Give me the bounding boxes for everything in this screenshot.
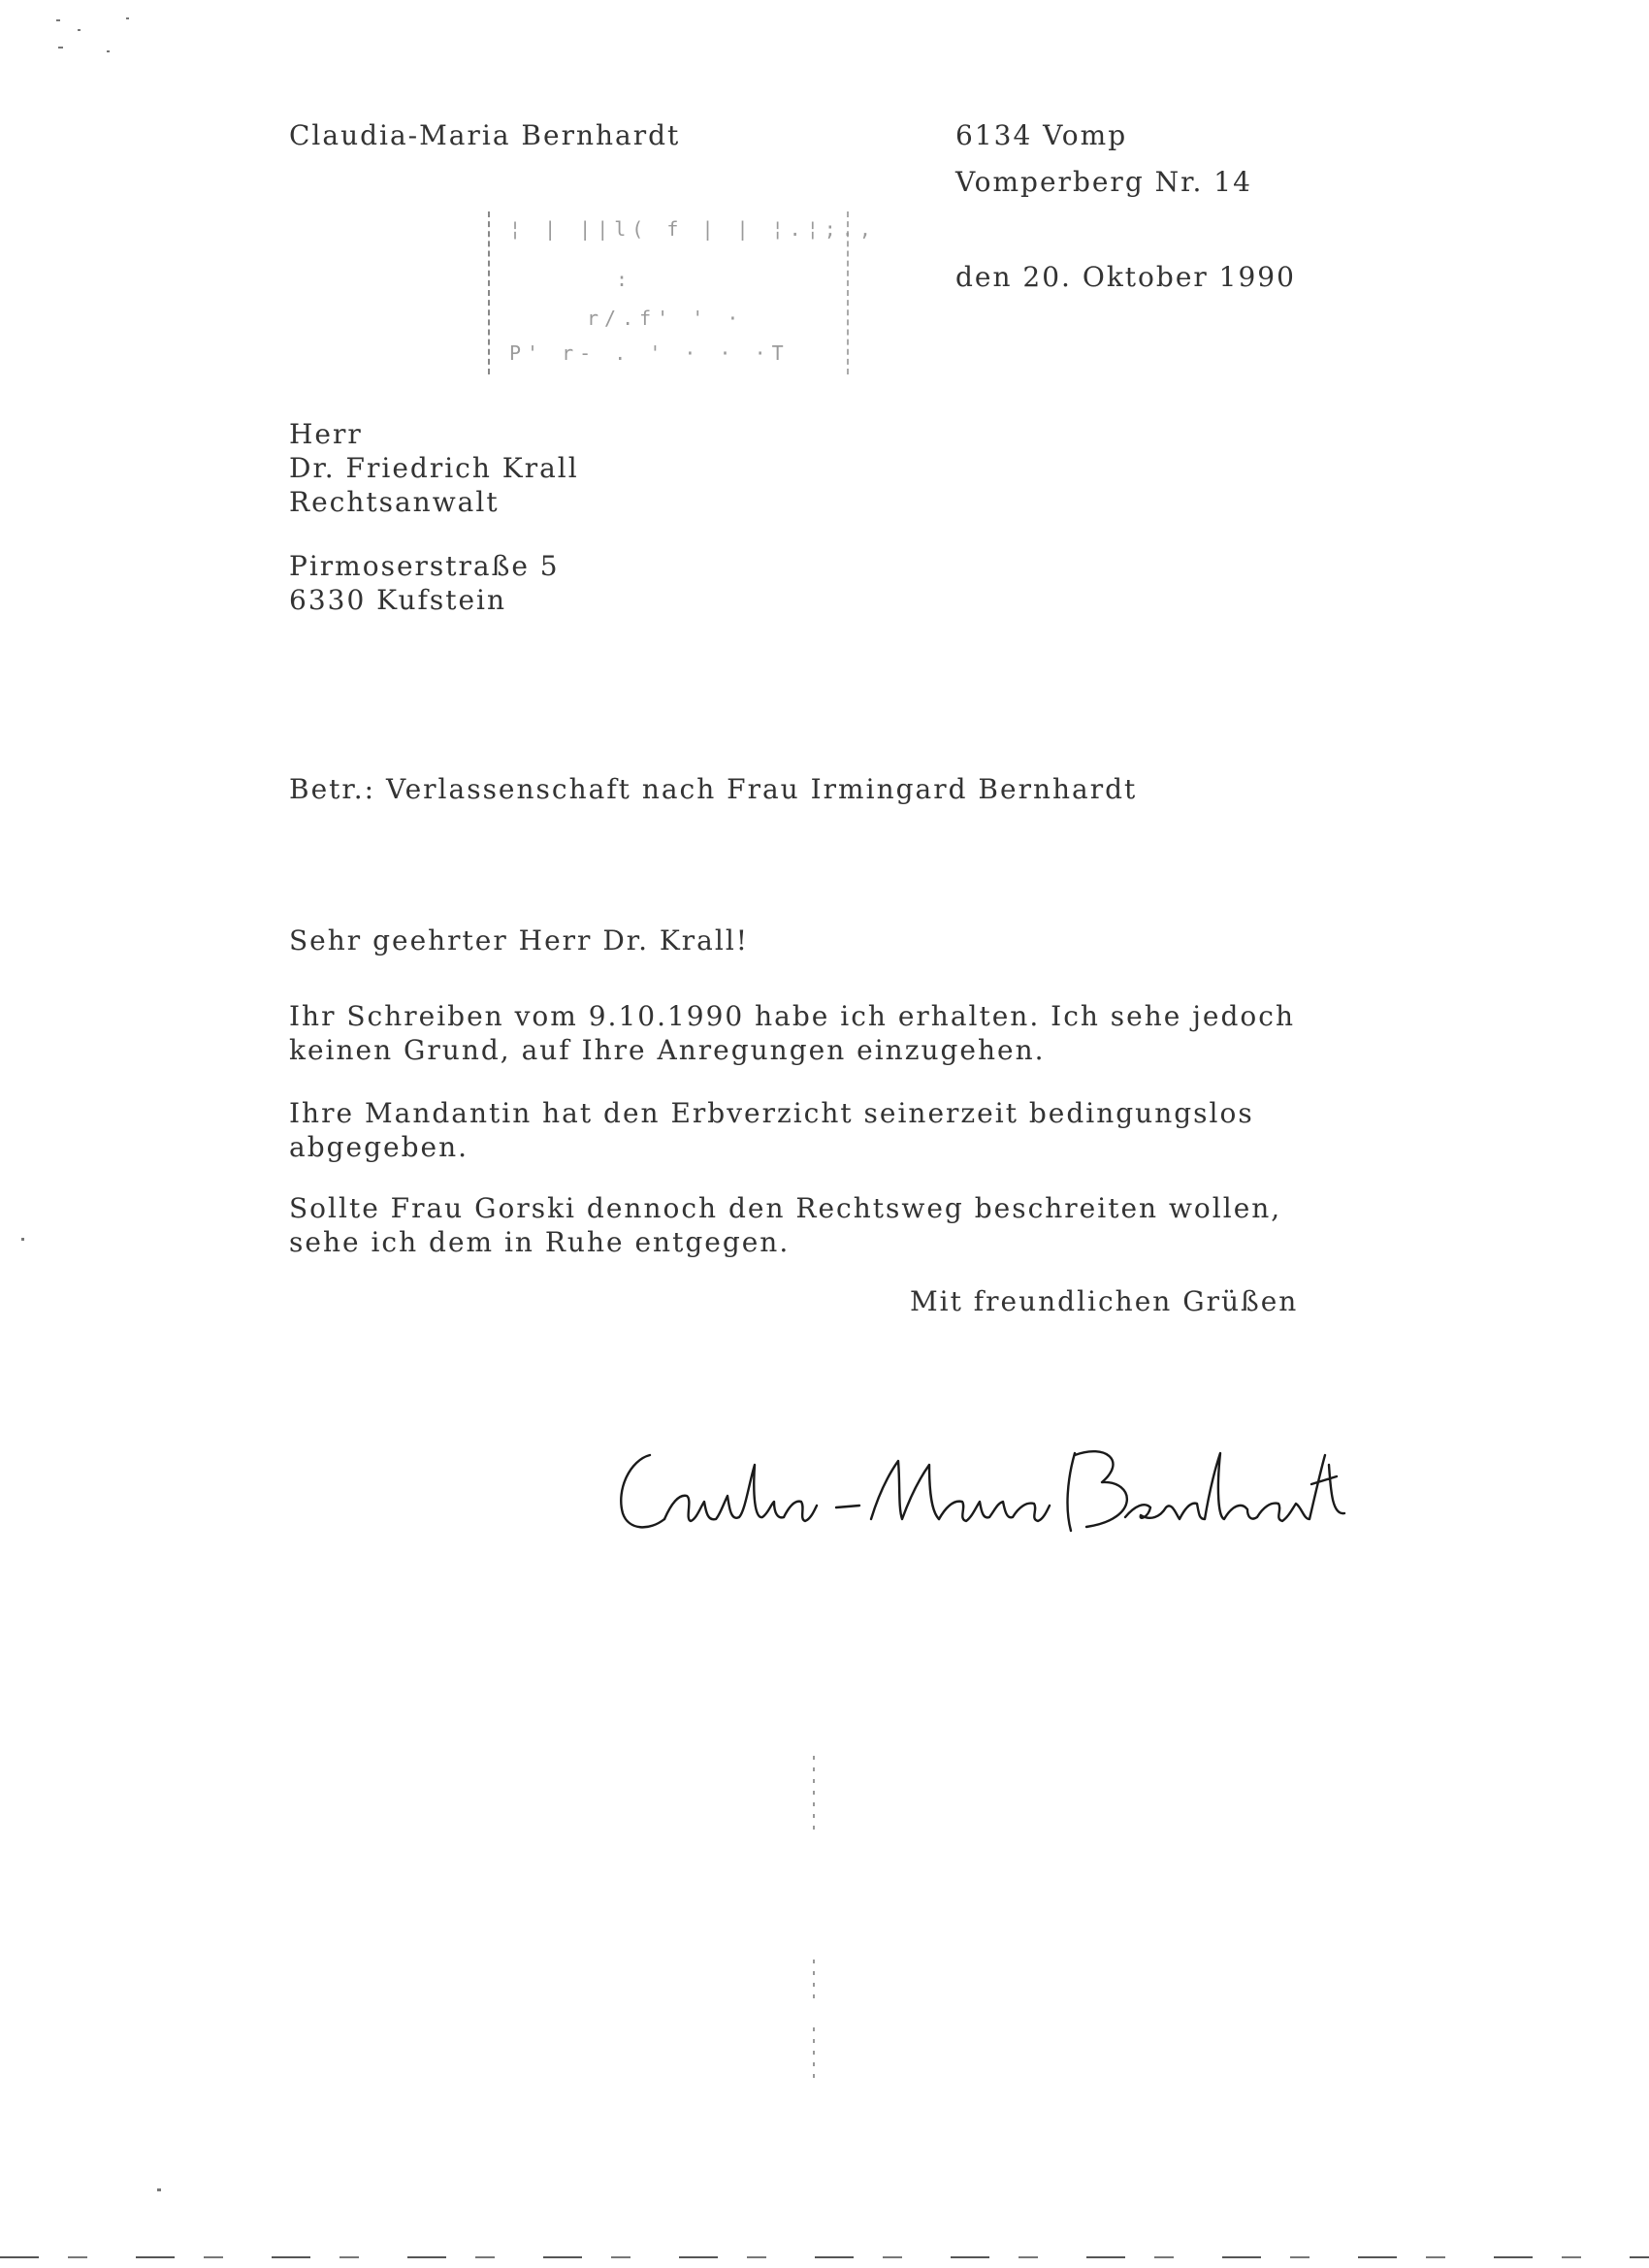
sender-street: Vomperberg Nr. 14 (955, 166, 1252, 198)
paragraph-2-line: abgegeben. (289, 1131, 469, 1163)
paragraph-2-line: Ihre Mandantin hat den Erbverzicht seinerzeit bedingungslos (289, 1097, 1254, 1129)
recipient-address (289, 417, 579, 519)
letter-date: den 20. Oktober 1990 (955, 261, 1296, 293)
recipient-name: Dr. Friedrich Krall (289, 452, 579, 484)
scan-speck (126, 17, 129, 19)
sender-postal-town: 6134 Vomp (955, 119, 1128, 151)
paragraph-3 (289, 1191, 1281, 1259)
recipient-location (289, 549, 560, 617)
scan-speck (21, 1238, 24, 1241)
scan-speck (58, 47, 63, 49)
fold-mark (813, 1960, 815, 1998)
letter-greeting: Sehr geehrter Herr Dr. Krall! (289, 924, 750, 956)
paragraph-1-line: keinen Grund, auf Ihre Anregungen einzugehen. (289, 1034, 1046, 1066)
recipient-salutation-line: Herr (289, 418, 363, 450)
fold-mark (813, 2027, 815, 2086)
subject-line: Betr.: Verlassenschaft nach Frau Irmingard Bernhardt (289, 773, 1138, 805)
paragraph-2 (289, 1096, 1254, 1164)
letter-closing: Mit freundlichen Grüßen (910, 1285, 1299, 1317)
received-stamp: ¦ | ||l( f | | ¦.¦;., : r/.f' ' · P' r- . ' · · ·T (488, 211, 849, 374)
fold-mark (813, 1756, 815, 1833)
paragraph-1 (289, 999, 1295, 1067)
recipient-street: Pirmoserstraße 5 (289, 550, 560, 582)
paragraph-3-line: Sollte Frau Gorski dennoch den Rechtsweg beschreiten wollen, (289, 1192, 1282, 1224)
scan-speck (157, 2188, 161, 2191)
sender-name: Claudia-Maria Bernhardt (289, 119, 681, 151)
recipient-profession: Rechtsanwalt (289, 486, 500, 518)
paragraph-1-line: Ihr Schreiben vom 9.10.1990 habe ich erhalten. Ich sehe jedoch (289, 1000, 1295, 1032)
scan-speck (56, 19, 60, 21)
scan-edge-rule (0, 2256, 1649, 2258)
scan-speck (78, 29, 81, 31)
paragraph-3-line: sehe ich dem in Ruhe entgegen. (289, 1226, 791, 1258)
recipient-postal-town: 6330 Kufstein (289, 584, 507, 616)
handwritten-signature (611, 1426, 1368, 1552)
scan-speck (107, 50, 110, 52)
